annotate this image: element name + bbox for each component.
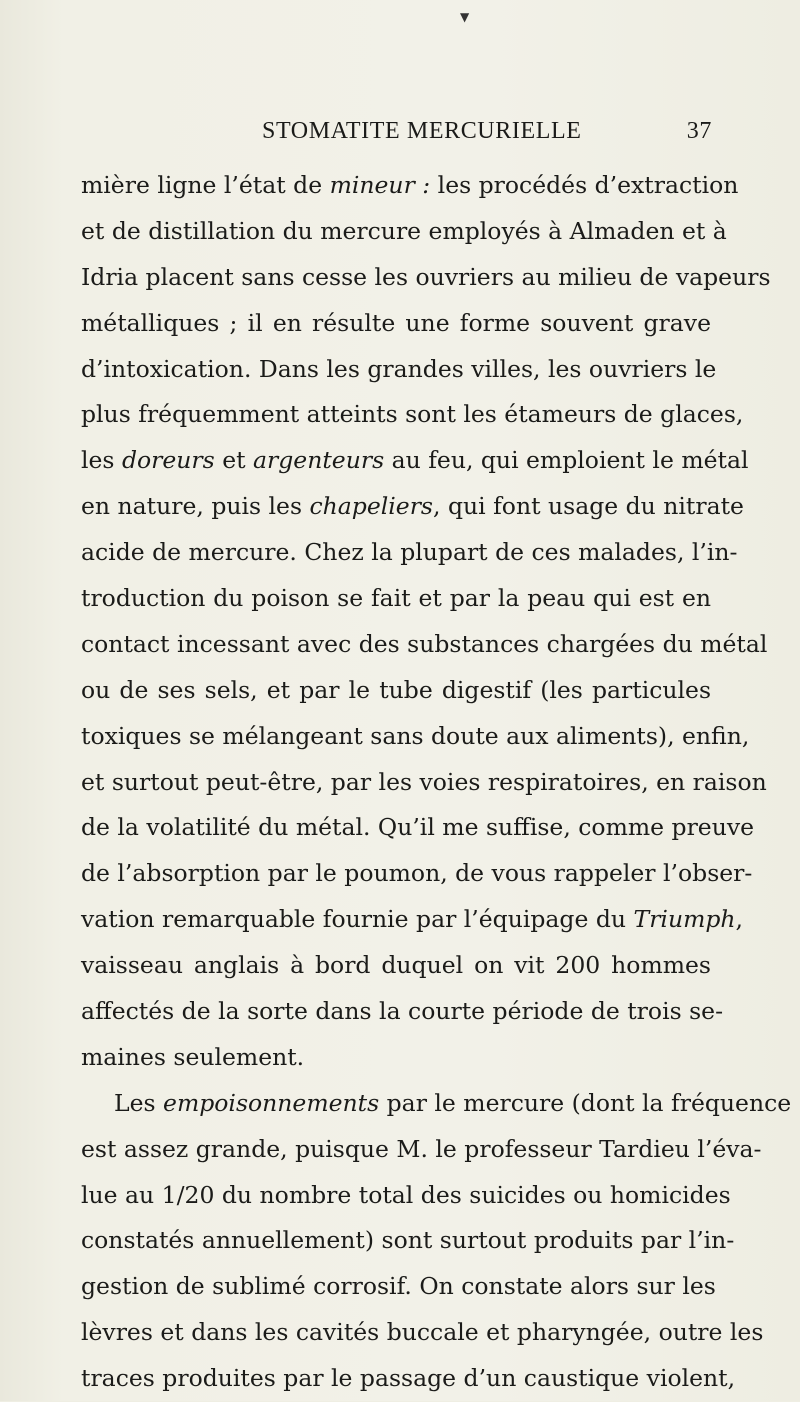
page-number: 37	[686, 118, 712, 144]
text-run: vaisseau anglais à bord duquel on vit 200 hommes	[81, 951, 711, 980]
text-run: de l’absorption par le poumon, de vous rappeler l’obser-	[81, 859, 753, 888]
text-run: est assez grande, puisque M. le professeur Tardieu l’éva-	[81, 1134, 762, 1163]
text-run: ou de ses sels, et par le tube digestif (les particules	[81, 675, 711, 704]
text-run: troduction du poison se fait et par la peau qui est en	[81, 584, 711, 613]
text-run: et surtout peut-être, par les voies respiratoires, en raison	[81, 767, 767, 796]
text-run: vation remarquable fournie par l’équipage du	[81, 905, 634, 934]
italic-term: doreurs	[121, 446, 215, 475]
text-run: par le mercure (dont la fréquence	[379, 1088, 792, 1117]
text-line	[81, 392, 744, 438]
text-run: métalliques ; il en résulte une forme souvent grave	[81, 308, 711, 337]
text-run: contact incessant avec des substances chargées du métal	[81, 629, 768, 658]
text-run: en nature, puis les	[81, 492, 310, 521]
text-line	[81, 1173, 731, 1219]
text-run: constatés annuellement) sont surtout produits par l’in-	[81, 1226, 735, 1255]
text-run: affectés de la sorte dans la courte période de trois se-	[81, 997, 724, 1026]
italic-term: argenteurs	[253, 446, 385, 475]
text-line	[81, 805, 755, 851]
text-run: , qui font usage du nitrate	[433, 492, 744, 521]
text-run: les	[81, 446, 122, 475]
text-line	[81, 1127, 762, 1173]
text-run: mière ligne l’état de	[81, 171, 330, 199]
text-run: acide de mercure. Chez la plupart de ces malades, l’in-	[81, 538, 738, 567]
text-run: de la volatilité du métal. Qu’il me suffise, comme preuve	[81, 813, 755, 842]
text-run: Idria placent sans cesse les ouvriers au milieu de vapeurs	[81, 262, 771, 291]
text-line	[81, 209, 727, 255]
text-run: traces produites par le passage d’un caustique violent,	[81, 1364, 736, 1393]
text-line	[81, 1264, 716, 1310]
text-run: gestion de sublimé corrosif. On constate alors sur les	[81, 1272, 716, 1301]
text-line	[81, 760, 767, 806]
text-line	[81, 1310, 764, 1356]
italic-term: mineur :	[329, 171, 431, 199]
text-run: au feu, qui emploient le métal	[384, 446, 749, 475]
text-run: et de distillation du mercure employés à Almaden et à	[81, 216, 727, 245]
text-run: ,	[735, 905, 744, 934]
text-line	[81, 438, 749, 484]
text-line	[81, 163, 739, 209]
text-run: et	[214, 446, 254, 475]
text-run: maines seulement.	[81, 1042, 305, 1071]
text-line	[81, 1081, 792, 1127]
text-line	[81, 1035, 711, 1081]
italic-term: Triumph	[633, 905, 736, 934]
text-run: lèvres et dans les cavités buccale et pharyngée, outre les	[81, 1318, 764, 1347]
running-head	[262, 118, 712, 152]
text-run: plus fréquemment atteints sont les étameurs de glaces,	[81, 400, 744, 429]
text-line	[81, 668, 711, 714]
text-line	[81, 484, 744, 530]
body-text	[81, 163, 792, 1402]
text-line	[81, 347, 717, 393]
text-run: les procédés d’extraction	[430, 171, 739, 199]
text-run: d’intoxication. Dans les grandes villes, les ouvriers le	[81, 354, 717, 383]
italic-term: chapeliers	[309, 492, 433, 521]
text-line	[81, 255, 771, 301]
text-line	[81, 576, 711, 622]
text-line	[81, 714, 750, 760]
text-line	[81, 989, 724, 1035]
text-line	[81, 1356, 736, 1402]
arrow-mark: ▼	[460, 10, 470, 24]
text-line	[81, 851, 753, 897]
text-run: lue au 1/20 du nombre total des suicides ou homicides	[81, 1180, 731, 1209]
text-line	[81, 530, 738, 576]
text-run: Les	[114, 1088, 164, 1117]
text-line	[81, 1218, 735, 1264]
text-line	[81, 301, 711, 347]
running-title: STOMATITE MERCURIELLE	[262, 118, 582, 144]
text-line	[81, 622, 768, 668]
text-line	[81, 943, 711, 989]
text-line	[81, 897, 744, 943]
italic-term: empoisonnements	[163, 1088, 380, 1117]
text-run: toxiques se mélangeant sans doute aux aliments), enfin,	[81, 721, 750, 750]
